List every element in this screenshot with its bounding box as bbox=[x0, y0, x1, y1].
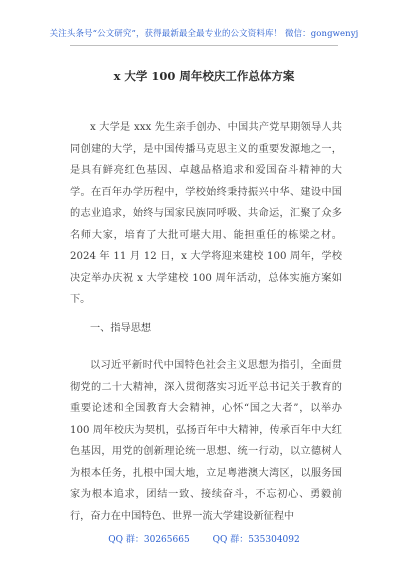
paragraph-guiding-ideology: 以习近平新时代中国特色社会主义思想为指引，全面贯彻党的二十大精神，深入贯彻落实习近平总书记关于教育的重要论述和全国教育大会精神，心怀“国之大者”，以举办 100 周年校庆为契机，弘扬百年中大精神，传承百年中大红色基因，用党的创新理论统一思想、统一行动，以立德树人为根本任务，扎根中国大地，立足粤港澳大湾区，以服务国家为根本追求，团结一致、接续奋斗，不忘初心、勇毅前行，奋力在中国特色、世界一流大学建设新征程中 bbox=[70, 360, 342, 522]
paragraph-intro: x 大学是 xxx 先生亲手创办、中国共产党早期领导人共同创建的大学，是中国传播马克思主义的重要发源地之一，是具有鲜亮红色基因、卓越品格追求和爱国奋斗精神的大学。在百年办学历程中，学校始终秉持振兴中华、建设中国的志业追求，始终与国家民族同呼吸、共命运，汇聚了众多名师大家，培育了大批可堪大用、能担重任的栋梁之材。2024 年 11 月 12 日，x 大学将迎来建校 100 周年，学校决定举办庆祝 x 大学建校 100 周年活动，总体实施方案如下。 bbox=[70, 122, 342, 305]
footer-qq-group-1: QQ 群：30265665 bbox=[108, 535, 190, 545]
header-notice: 关注头条号“公文研究”，获得最新最全最专业的公文资料库！ 微信：gongwenyj bbox=[49, 29, 359, 39]
footer-qq-group-2: QQ 群：535304092 bbox=[212, 535, 300, 545]
footer-contact bbox=[0, 532, 408, 545]
header-divider bbox=[70, 45, 338, 46]
section-heading-guiding-ideology: 一、指导思想 bbox=[90, 323, 152, 334]
document-title: x 大学 100 周年校庆工作总体方案 bbox=[113, 69, 295, 83]
